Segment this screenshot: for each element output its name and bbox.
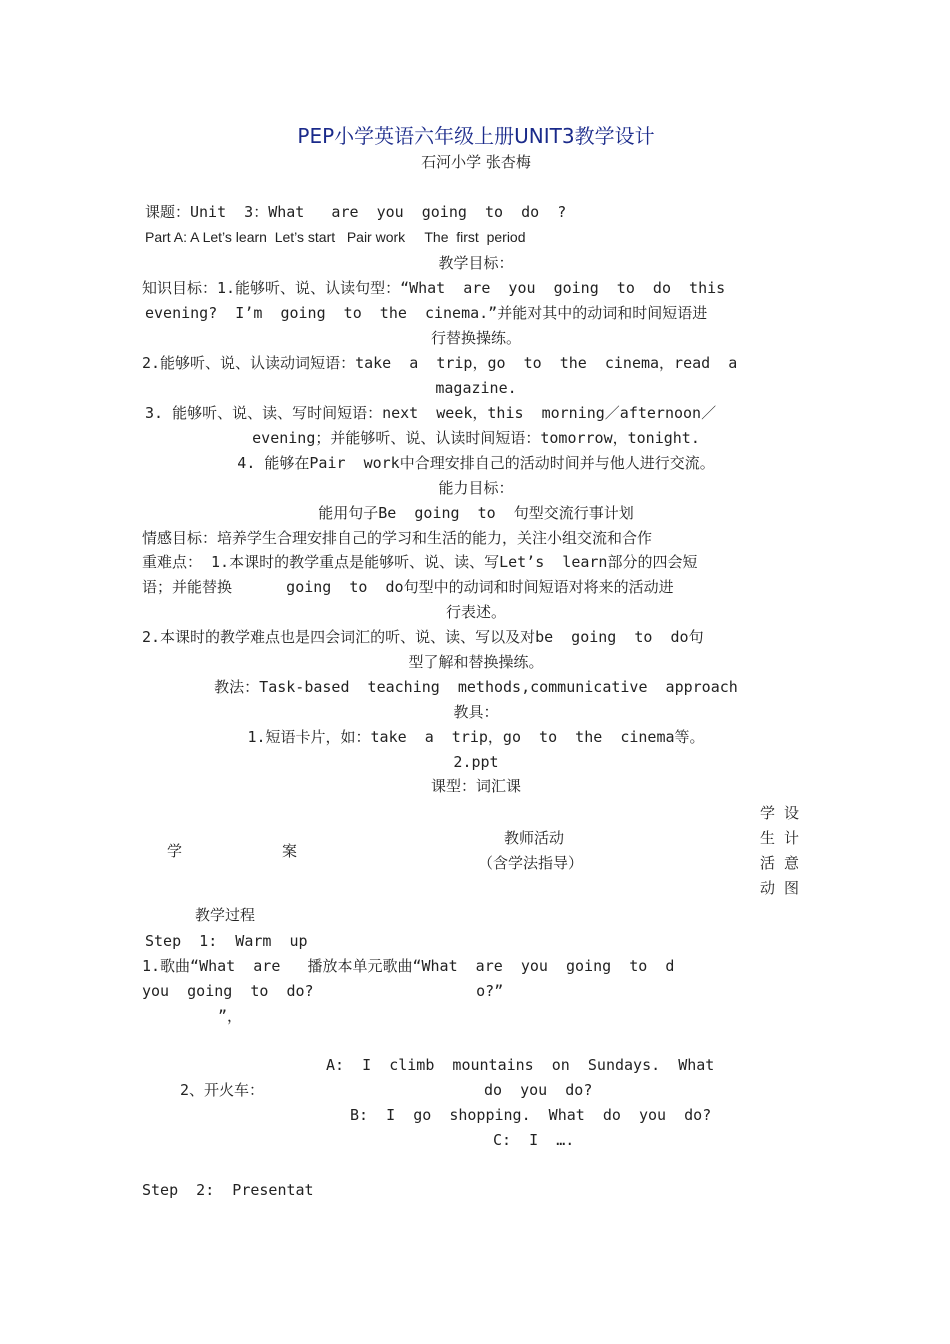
knowledge-goal-1a: 知识目标：1.能够听、说、认读句型：“What are you going to do this	[142, 279, 726, 297]
tools-heading: 教具：	[453, 703, 499, 721]
knowledge-goal-2b: magazine.	[435, 379, 517, 397]
lesson-type: 课型：词汇课	[430, 777, 521, 795]
step1-heading: Step 1: Warm up	[145, 932, 308, 950]
goals-heading: 教学目标：	[438, 254, 514, 272]
emotion-goal: 情感目标：培养学生合理安排自己的学习和生活的能力，关注小组交流和合作	[142, 529, 653, 547]
knowledge-goal-4: 4. 能够在Pair work中合理安排自己的活动时间并与他人进行交流。	[237, 454, 715, 472]
table-header-col1-a: 学	[167, 842, 183, 860]
tools-item-1: 1.短语卡片，如：take a trip，go to the cinema等。	[247, 728, 705, 746]
train-dialog-a: A: I climb mountains on Sundays. What	[326, 1056, 715, 1074]
key-point-1b: 语；并能替换 going to do句型中的动词和时间短语对将来的活动进	[142, 578, 674, 596]
author: 石河小学 张杏梅	[421, 153, 531, 171]
teaching-method: 教法：Task-based teaching methods,communicative approach	[214, 678, 738, 696]
ability-heading: 能力目标：	[438, 479, 514, 497]
train-dialog-c: B: I go shopping. What do you do?	[350, 1106, 712, 1124]
knowledge-goal-3b: evening；并能够听、说、认读时间短语：tomorrow，tonight.	[252, 429, 700, 447]
topic-line: 课题：Unit 3：What are you going to do ?	[145, 203, 567, 221]
page-title: PEP小学英语六年级上册UNIT3教学设计	[297, 124, 655, 148]
song-line-a: 1.歌曲“What are 播放本单元歌曲“What are you going to d	[142, 957, 675, 975]
song-line-b: you going to do? o?”	[142, 982, 504, 1000]
table-header-col3-1: 学 设	[760, 804, 800, 822]
table-header-col3-3: 活 意	[760, 854, 800, 872]
train-dialog-b: do you do?	[484, 1081, 593, 1099]
key-point-1c: 行表述。	[445, 603, 506, 621]
process-heading: 教学过程	[195, 906, 256, 924]
table-header-col2-b: （含学法指导）	[478, 854, 584, 872]
knowledge-goal-1b: evening? I’m going to the cinema.”并能对其中的动词和时间短语进	[145, 304, 708, 322]
table-header-col3-2: 生 计	[760, 829, 800, 847]
train-dialog-d: C: I ….	[493, 1131, 575, 1149]
knowledge-goal-3a: 3. 能够听、说、读、写时间短语：next week，this morning／afternoon／	[145, 404, 717, 422]
train-label: 2、开火车：	[180, 1081, 265, 1099]
song-line-c: ”，	[218, 1007, 243, 1025]
part-line: Part A: A Let’s learn Let’s start Pair work The first period	[145, 229, 526, 245]
table-header-col3-4: 动 图	[760, 879, 800, 897]
tools-item-2: 2.ppt	[453, 753, 499, 771]
step2-heading: Step 2: Presentat	[142, 1181, 314, 1199]
key-point-2b: 型了解和替换操练。	[408, 653, 544, 671]
key-point-2a: 2.本课时的教学难点也是四会词汇的听、说、读、写以及对be going to do句	[142, 628, 704, 646]
table-header-col2-a: 教师活动	[504, 829, 565, 847]
knowledge-goal-2a: 2.能够听、说、认读动词短语：take a trip，go to the cinema，read a	[142, 354, 738, 372]
key-point-1a: 重难点： 1.本课时的教学重点是能够听、说、读、写Let’s learn部分的四会短	[142, 553, 698, 571]
ability-text: 能用句子Be going to 句型交流行事计划	[318, 504, 634, 522]
knowledge-goal-1c: 行替换操练。	[430, 329, 521, 347]
table-header-col1-b: 案	[282, 842, 298, 860]
